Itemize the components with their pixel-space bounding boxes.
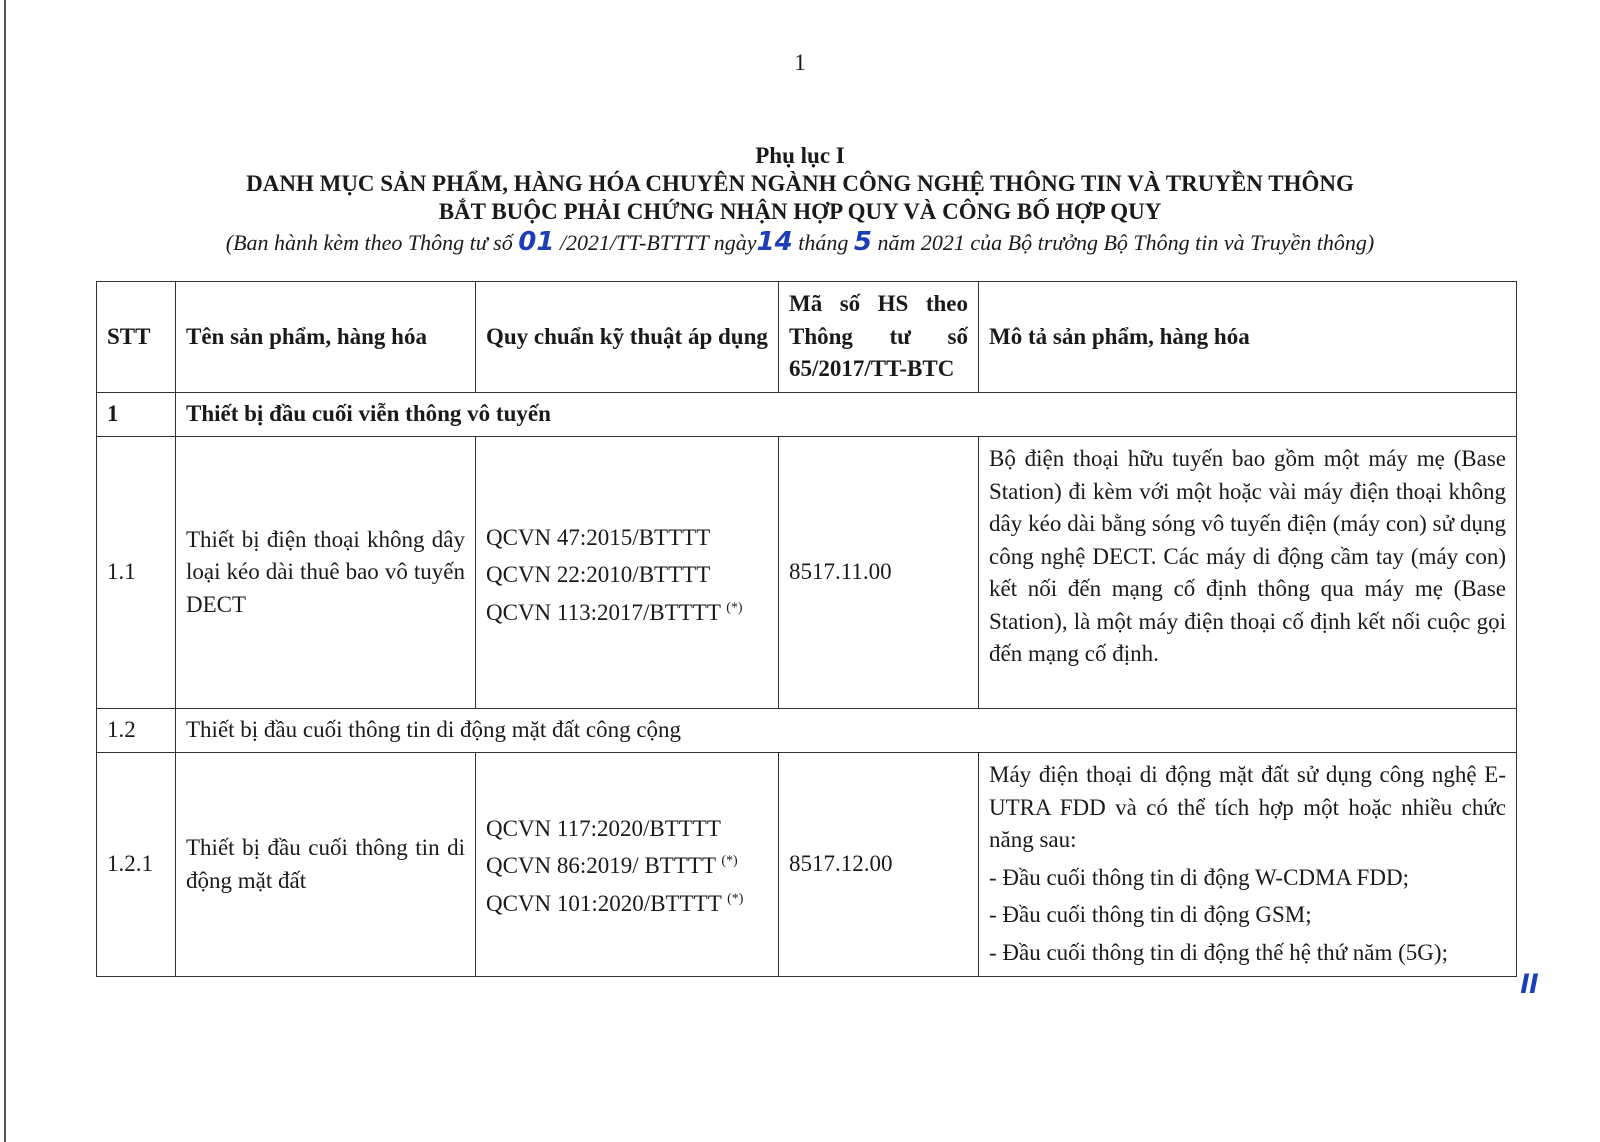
description-intro: Máy điện thoại di động mặt đất sử dụng công nghệ E-UTRA FDD và có thể tích hợp một hoặc nhiều chức năng sau: [989, 762, 1506, 852]
row-hs-code: 8517.11.00 [779, 437, 979, 709]
standard-item: QCVN 117:2020/BTTTT [486, 815, 721, 841]
title-block [150, 142, 1450, 259]
row-description: Bộ điện thoại hữu tuyến bao gồm một máy mẹ (Base Station) đi kèm với một hoặc vài máy điện thoại không dây kéo dài bằng sóng vô tuyến điện (máy con) sử dụng công nghệ DECT. Các máy di động cầm tay (máy con) kết nối đến mạng cố định thông qua máy mẹ (Base Station), là một máy điện thoại cố định kết nối cuộc gọi đến mạng cố định. [979, 437, 1517, 709]
standard-item: QCVN 22:2010/BTTTT [486, 562, 711, 588]
handwritten-month: 5 [853, 227, 872, 257]
header-technical-standard: Quy chuẩn kỹ thuật áp dụng [476, 282, 779, 393]
heading-line-1: DANH MỤC SẢN PHẨM, HÀNG HÓA CHUYÊN NGÀNH CÔNG NGHỆ THÔNG TIN VÀ TRUYỀN THÔNG [246, 171, 1354, 196]
row-product-name: Thiết bị đầu cuối thông tin di động mặt đất [176, 753, 476, 977]
row-standards [476, 753, 779, 977]
row-description [979, 753, 1517, 977]
footnote-marker: (*) [727, 891, 744, 907]
product-table [96, 281, 1517, 977]
header-hs-code: Mã số HS theo Thông tư số 65/2017/TT-BTC [779, 282, 979, 393]
standard-item: QCVN 47:2015/BTTTT [486, 524, 711, 550]
header-product-name: Tên sản phẩm, hàng hóa [176, 282, 476, 393]
row-stt: 1.1 [97, 437, 176, 709]
row-standards [476, 437, 779, 709]
subtitle-part-1: (Ban hành kèm theo Thông tư số [225, 230, 519, 255]
appendix-title: Phụ lục I [755, 143, 845, 168]
page-number: 1 [794, 50, 806, 75]
row-hs-code: 8517.12.00 [779, 753, 979, 977]
row-stt: 1.2.1 [97, 753, 176, 977]
subtitle [150, 226, 1450, 259]
footnote-marker: (*) [726, 600, 743, 616]
description-item: - Đầu cuối thông tin di động W-CDMA FDD; [989, 864, 1409, 890]
header-stt: STT [97, 282, 176, 393]
table-row-subsection [97, 709, 1517, 753]
row-product-name: Thiết bị điện thoại không dây loại kéo dài thuê bao vô tuyến DECT [176, 437, 476, 709]
standard-item: QCVN 86:2019/ BTTTT (*) [486, 853, 738, 879]
description-item: - Đầu cuối thông tin di động thế hệ thứ năm (5G); [989, 939, 1448, 965]
header-description: Mô tả sản phẩm, hàng hóa [979, 282, 1517, 393]
description-item: - Đầu cuối thông tin di động GSM; [989, 902, 1312, 927]
footnote-marker: (*) [721, 853, 738, 869]
table-row-section [97, 393, 1517, 437]
handwritten-circular-number: 01 [518, 227, 555, 257]
standard-item: QCVN 101:2020/BTTTT (*) [486, 890, 744, 916]
section-title: Thiết bị đầu cuối viễn thông vô tuyến [176, 393, 1517, 437]
subtitle-part-2: /2021/TT-BTTTT ngày [554, 230, 757, 255]
standard-item: QCVN 113:2017/BTTTT (*) [486, 599, 743, 625]
scan-edge-line [4, 0, 6, 1142]
table-row [97, 437, 1517, 709]
subtitle-part-3: tháng [792, 230, 854, 255]
subsection-title: Thiết bị đầu cuối thông tin di động mặt đất công cộng [176, 709, 1517, 753]
handwritten-initials: ll [1520, 970, 1538, 1000]
handwritten-day: 14 [756, 227, 793, 257]
section-stt: 1 [97, 393, 176, 437]
table-header-row [97, 282, 1517, 393]
table-row [97, 753, 1517, 977]
subsection-stt: 1.2 [97, 709, 176, 753]
heading-line-2: BẮT BUỘC PHẢI CHỨNG NHẬN HỢP QUY VÀ CÔNG BỐ HỢP QUY [438, 199, 1162, 224]
subtitle-part-4: năm 2021 của Bộ trưởng Bộ Thông tin và Truyền thông) [871, 230, 1375, 255]
